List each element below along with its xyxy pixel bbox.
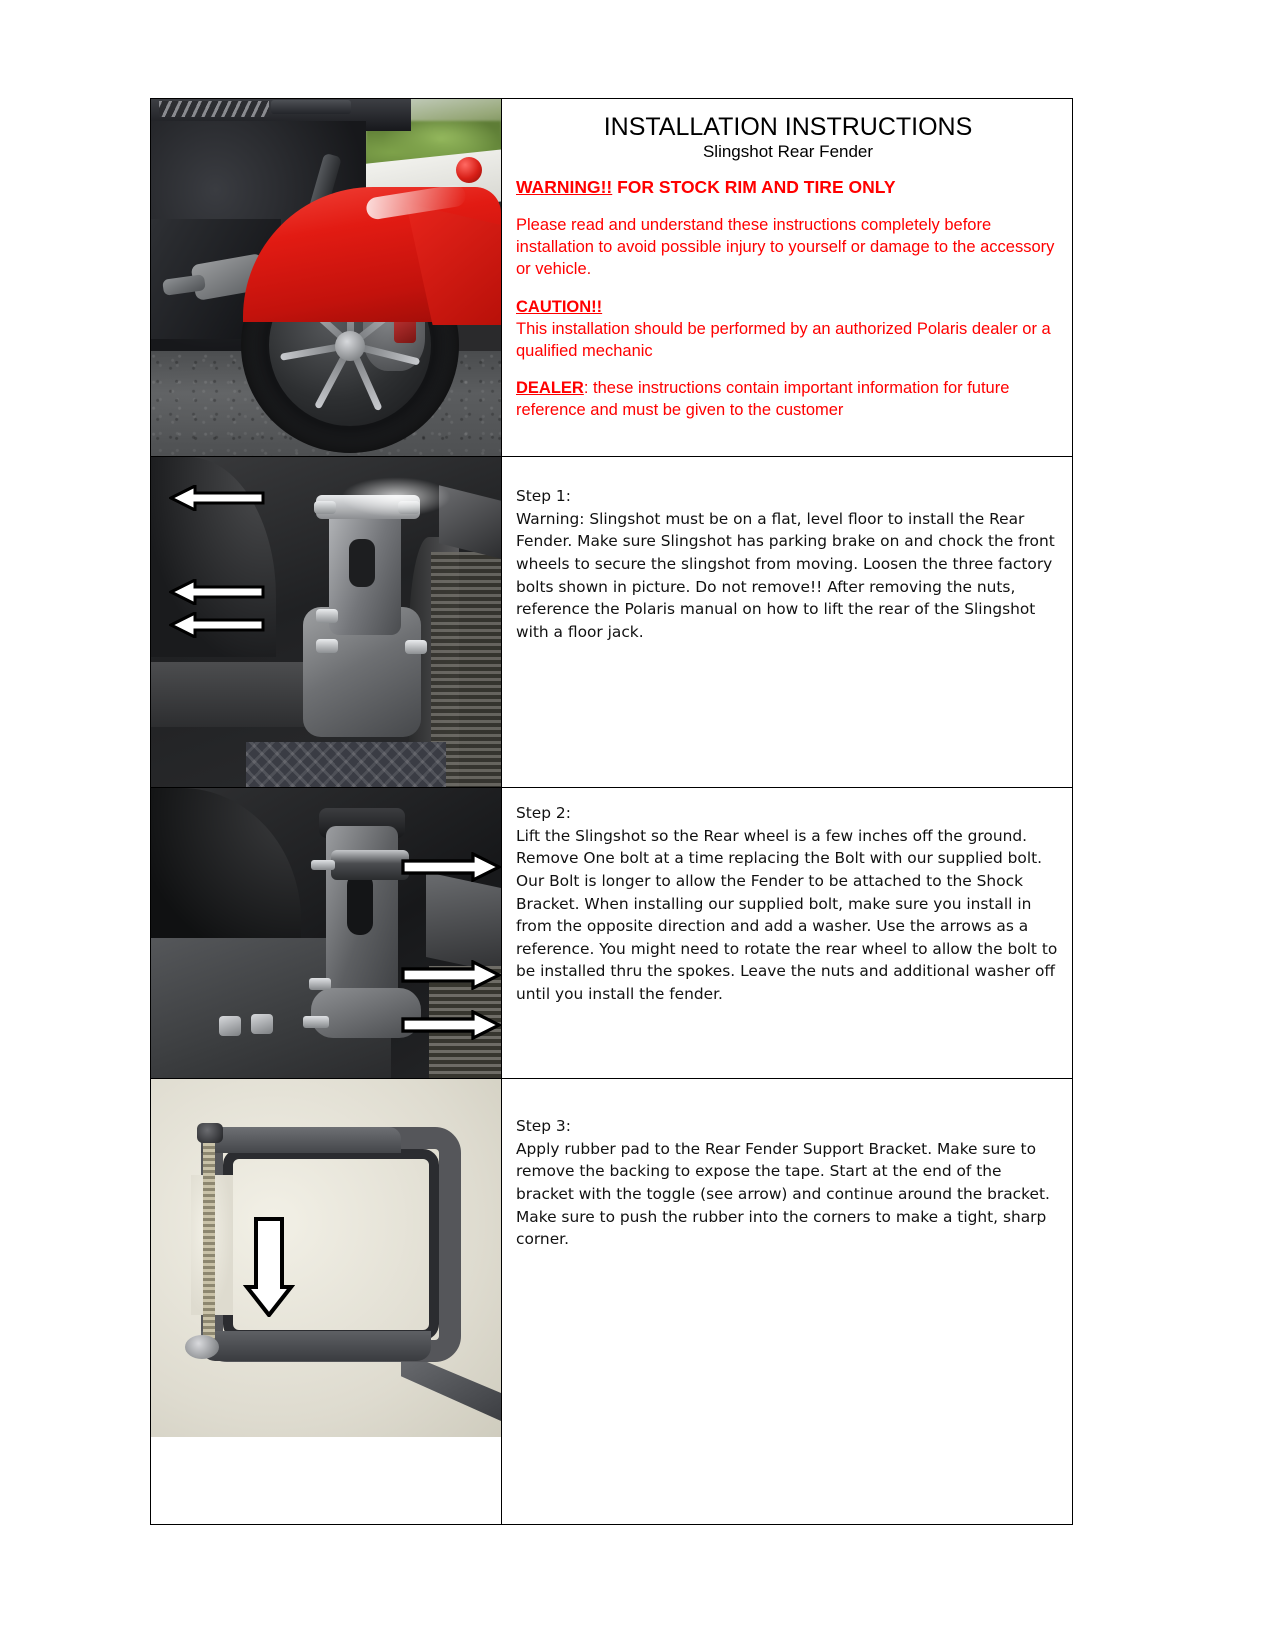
step1-label: Step 1:: [516, 487, 571, 505]
step2-text: Lift the Slingshot so the Rear wheel is a few inches off the ground. Remove One bolt at a time replacing the Bolt with our supplied bolt. Our Bolt is longer to allow the Fender to be attached to the Shock Bracket. When installing our supplied bolt, make sure you install in from the opposite direction and add a washer. Use the arrows as a reference. You might need to rotate the rear wheel to allow the bolt to be installed thru the spokes. Leave the nuts and additional washer off until you install the fender.: [516, 826, 1058, 1004]
table-row: [151, 788, 1073, 1079]
dealer-block: [516, 378, 1060, 422]
step2-body: [502, 788, 1072, 1016]
photo-slingshot-red-rear-fender-installed: [151, 99, 501, 456]
table-row: [151, 1079, 1073, 1525]
step1-image-cell: [151, 457, 502, 788]
photo-swingarm-three-bolts-left-arrows: [151, 457, 501, 787]
left-arrow-icon: [169, 485, 265, 511]
left-arrow-icon: [169, 612, 265, 638]
warning-heading-rest: FOR STOCK RIM AND TIRE ONLY: [612, 176, 896, 197]
step2-text-cell: [502, 788, 1073, 1079]
tail-lamp: [271, 100, 351, 114]
step2-image-cell: [151, 788, 502, 1079]
vent-grille: [159, 101, 269, 117]
photo-rear-fender-support-bracket-down-arrow: [151, 1079, 501, 1437]
document-title-block: [516, 113, 1060, 162]
caution-block: [516, 297, 1060, 363]
table-row: [151, 99, 1073, 457]
wheel-hub: [335, 331, 365, 361]
supplied-bolt: [303, 1016, 329, 1028]
dealer-text: : these instructions contain important information for future reference and must be given to the customer: [516, 379, 1010, 420]
bracket-slot: [349, 539, 375, 587]
shock-body: [331, 850, 409, 880]
factory-bolt: [314, 501, 336, 514]
red-reflector: [456, 157, 482, 183]
step3-text: Apply rubber pad to the Rear Fender Support Bracket. Make sure to remove the backing to expose the tape. Start at the end of the bracket with the toggle (see arrow) and continue around the bracket. Make sure to push the rubber into the corners to make a tight, sharp corner.: [516, 1139, 1050, 1249]
instructions-table: [150, 98, 1073, 1525]
step1-body: [502, 457, 1072, 653]
step3-body: [502, 1079, 1072, 1261]
light-glare: [341, 477, 451, 517]
loose-nut: [219, 1016, 241, 1036]
toggle-top-fitting: [197, 1123, 223, 1143]
toggle-screw-head: [185, 1335, 219, 1359]
warning-label: WARNING!!: [516, 176, 613, 197]
title-and-warnings-cell: [502, 99, 1073, 457]
page-subtitle: Slingshot Rear Fender: [702, 142, 874, 161]
step2-label: Step 2:: [516, 804, 571, 822]
loose-nut: [251, 1014, 273, 1034]
factory-bolt: [316, 639, 338, 653]
photo-swingarm-bolts-right-arrows: [151, 788, 501, 1078]
warning-heading: [516, 176, 1060, 199]
right-arrow-icon: [401, 960, 501, 990]
step1-text-cell: [502, 457, 1073, 788]
factory-bolt: [405, 640, 427, 654]
down-arrow-icon: [243, 1217, 295, 1317]
factory-bolt: [316, 609, 338, 623]
supplied-bolt: [309, 978, 331, 990]
warning-paragraph: Please read and understand these instructions completely before installation to avoid possible injury to yourself or damage to the accessory or vehicle.: [516, 215, 1055, 278]
table-row: [151, 457, 1073, 788]
warnings-block: [516, 176, 1060, 423]
dealer-label: DEALER: [516, 379, 584, 398]
left-arrow-icon: [169, 579, 265, 605]
step3-label: Step 3:: [516, 1117, 571, 1135]
side-step-plate: [426, 872, 501, 973]
step1-text: Warning: Slingshot must be on a flat, level floor to install the Rear Fender. Make sure Slingshot has parking brake on and chock the front wheels to secure the slingshot from moving. Loosen the three factory bolts shown in picture. Do not remove!! After removing the nuts, reference the Polaris manual on how to lift the rear of the Slingshot with a floor jack.: [516, 509, 1055, 641]
caution-label: CAUTION!!: [516, 297, 603, 316]
page-title: INSTALLATION INSTRUCTIONS: [603, 113, 973, 141]
step3-image-cell: [151, 1079, 502, 1525]
right-arrow-icon: [401, 852, 501, 882]
step3-text-cell: [502, 1079, 1073, 1525]
supplied-bolt: [311, 860, 335, 870]
floor-plate: [246, 742, 446, 787]
caution-text: This installation should be performed by an authorized Polaris dealer or a qualified mechanic: [516, 319, 1051, 360]
bracket-slot: [347, 873, 373, 935]
toggle-threaded-rod: [203, 1137, 215, 1349]
hero-image-cell: [151, 99, 502, 457]
right-arrow-icon: [401, 1010, 501, 1040]
bracket-bottom-arm: [201, 1331, 431, 1361]
bracket-top-arm: [201, 1127, 401, 1153]
